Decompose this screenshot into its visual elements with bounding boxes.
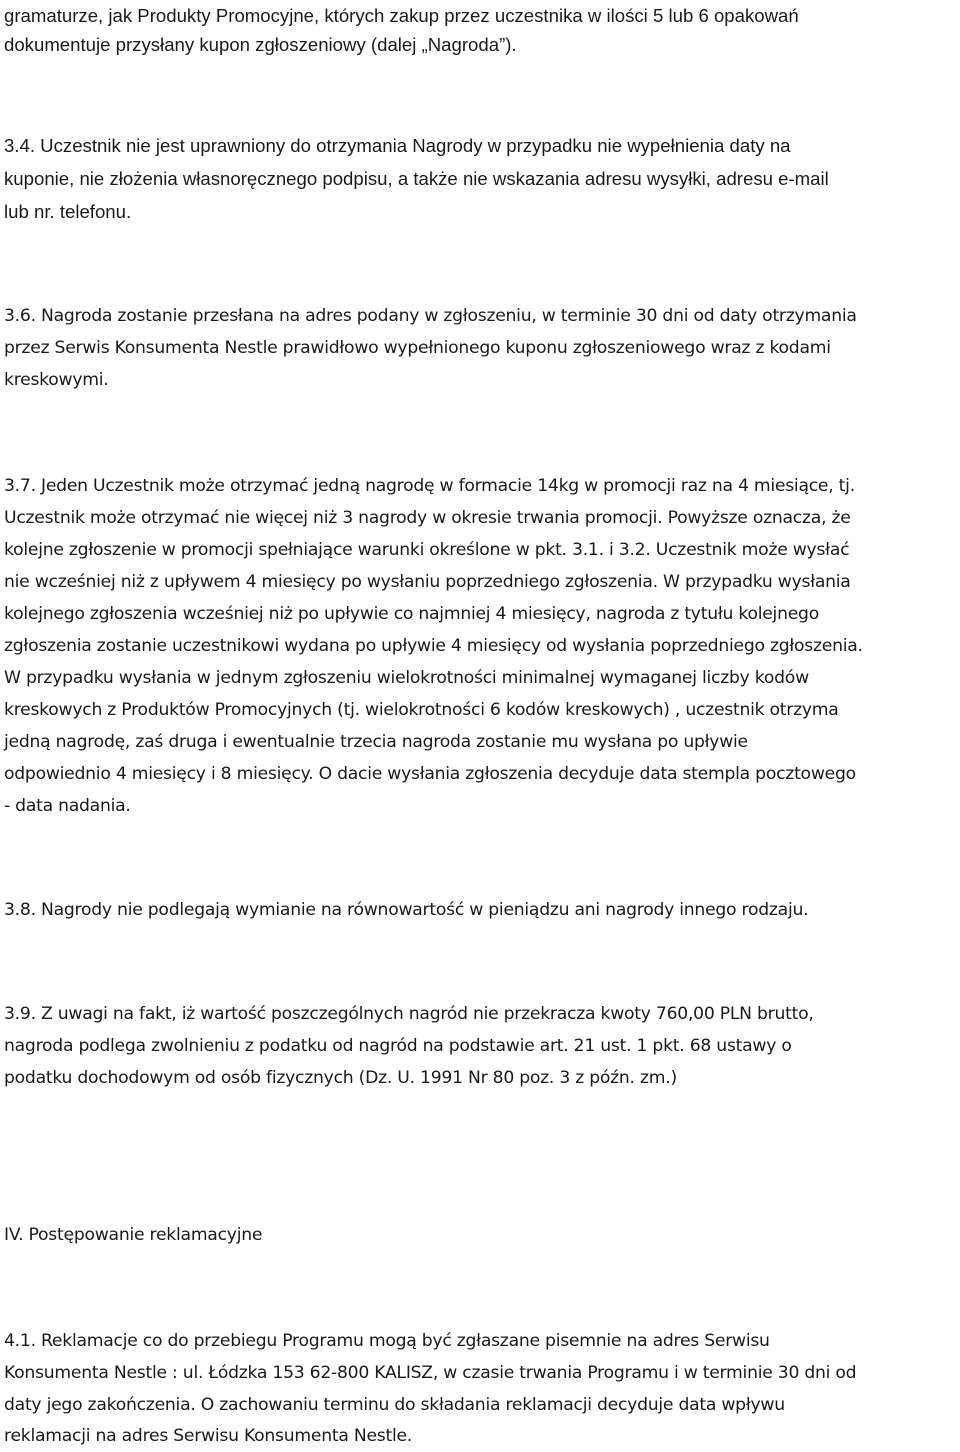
- text-line: lub nr. telefonu.: [4, 201, 132, 222]
- text-line: kolejnego zgłoszenia wcześniej niż po upływie co najmniej 4 miesięcy, nagroda z tytułu kolejnego: [4, 604, 819, 624]
- text-line: zgłoszenia zostanie uczestnikowi wydana po upływie 4 miesięcy od wysłania poprzedniego zgłoszenia.: [4, 636, 863, 656]
- text-line: kreskowych z Produktów Promocyjnych (tj. wielokrotności 6 kodów kreskowych) , uczestnik otrzyma: [4, 700, 839, 720]
- text-line: 3.9. Z uwagi na fakt, iż wartość poszczególnych nagród nie przekracza kwoty 760,00 PLN brutto,: [4, 1004, 814, 1024]
- text-line: 4.1. Reklamacje co do przebiegu Programu mogą być zgłaszane pisemnie na adres Serwisu: [4, 1331, 770, 1351]
- text-line: 3.6. Nagroda zostanie przesłana na adres podany w zgłoszeniu, w terminie 30 dni od daty otrzymania: [4, 306, 857, 326]
- text-line: Konsumenta Nestle : ul. Łódzka 153 62-800 KALISZ, w czasie trwania Programu i w terminie 30 dni od: [4, 1363, 857, 1383]
- text-line: odpowiednio 4 miesięcy i 8 miesięcy. O dacie wysłania zgłoszenia decyduje data stempla pocztowego: [4, 764, 856, 784]
- text-line: kuponie, nie złożenia własnoręcznego podpisu, a także nie wskazania adresu wysyłki, adresu e-mail: [4, 168, 829, 189]
- text-line: daty jego zakończenia. O zachowaniu terminu do składania reklamacji decyduje data wpływu: [4, 1395, 785, 1415]
- text-line: 3.7. Jeden Uczestnik może otrzymać jedną nagrodę w formacie 14kg w promocji raz na 4 miesiące, tj.: [4, 476, 855, 496]
- text-line: Uczestnik może otrzymać nie więcej niż 3 nagrody w okresie trwania promocji. Powyższe oznacza, że: [4, 508, 851, 528]
- text-line: przez Serwis Konsumenta Nestle prawidłowo wypełnionego kuponu zgłoszeniowego wraz z kodami: [4, 338, 831, 358]
- text-line: reklamacji na adres Serwisu Konsumenta Nestle.: [4, 1426, 413, 1446]
- text-line: kolejne zgłoszenie w promocji spełniające warunki określone w pkt. 3.1. i 3.2. Uczestnik może wysłać: [4, 540, 850, 560]
- text-line: nie wcześniej niż z upływem 4 miesięcy po wysłaniu poprzedniego zgłoszenia. W przypadku wysłania: [4, 572, 851, 592]
- text-line: jedną nagrodę, zaś druga i ewentualnie trzecia nagroda zostanie mu wysłana po upływie: [4, 732, 748, 752]
- text-line: 3.8. Nagrody nie podlegają wymianie na równowartość w pieniądzu ani nagrody innego rodzaju.: [4, 900, 809, 920]
- text-line: nagroda podlega zwolnieniu z podatku od nagród na podstawie art. 21 ust. 1 pkt. 68 ustawy o: [4, 1036, 792, 1056]
- text-line: podatku dochodowym od osób fizycznych (Dz. U. 1991 Nr 80 poz. 3 z późn. zm.): [4, 1068, 677, 1088]
- text-line: kreskowymi.: [4, 370, 109, 390]
- text-line: dokumentuje przysłany kupon zgłoszeniowy (dalej „Nagroda”).: [4, 34, 517, 55]
- text-line: 3.4. Uczestnik nie jest uprawniony do otrzymania Nagrody w przypadku nie wypełnienia daty na: [4, 135, 791, 156]
- text-line: - data nadania.: [4, 796, 131, 816]
- section-heading: IV. Postępowanie reklamacyjne: [4, 1225, 263, 1245]
- text-line: W przypadku wysłania w jednym zgłoszeniu wielokrotności minimalnej wymaganej liczby kodów: [4, 668, 809, 688]
- text-line: gramaturze, jak Produkty Promocyjne, których zakup przez uczestnika w ilości 5 lub 6 opakowań: [4, 5, 799, 26]
